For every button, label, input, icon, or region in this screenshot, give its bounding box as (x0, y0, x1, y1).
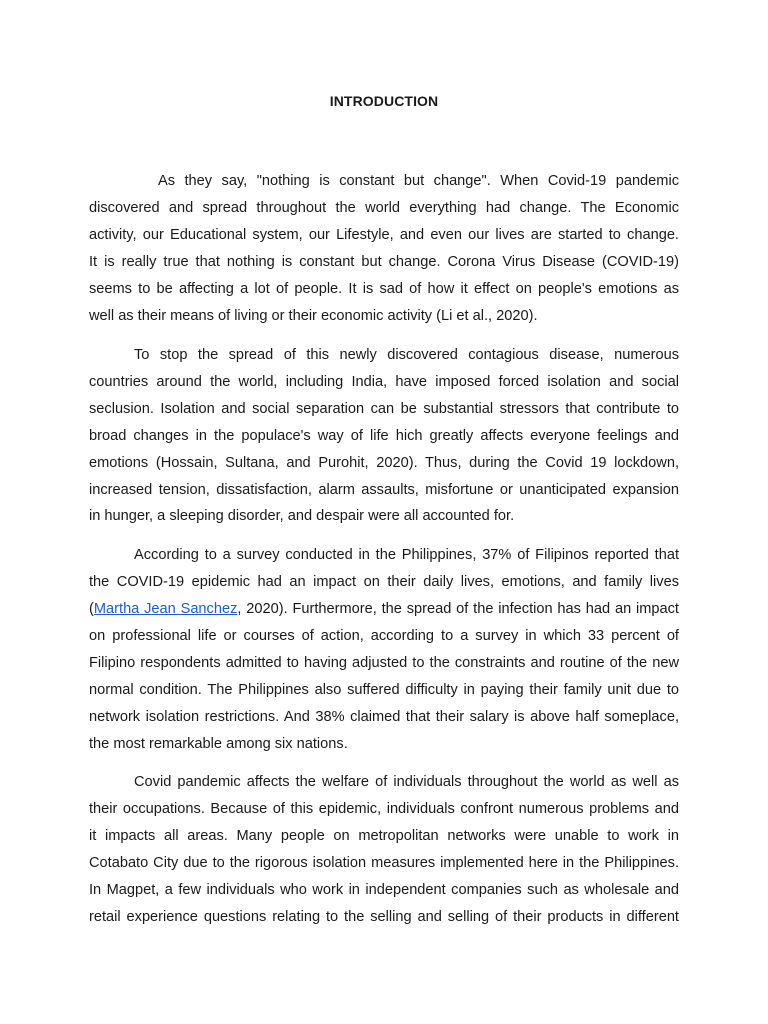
paragraph-line: discovered and spread throughout the world everything had change. The Economic (89, 200, 679, 216)
citation-line (89, 599, 679, 619)
paragraph-line: According to a survey conducted in the Philippines, 37% of Filipinos reported that (134, 547, 679, 563)
paragraph-line: retail experience questions relating to the selling and selling of their products in different (89, 909, 679, 925)
paragraph-line: In Magpet, a few individuals who work in independent companies such as wholesale and (89, 882, 679, 898)
paragraph-line: Cotabato City due to the rigorous isolation measures implemented here in the Philippines. (89, 855, 679, 871)
paragraph-line: seems to be affecting a lot of people. It is sad of how it effect on people's emotions as (89, 281, 679, 297)
paragraph-line: As they say, "nothing is constant but change". When Covid-19 pandemic (158, 173, 679, 189)
paragraph-line: normal condition. The Philippines also suffered difficulty in paying their family unit due to (89, 682, 679, 698)
paragraph-line: the COVID-19 epidemic had an impact on their daily lives, emotions, and family lives (89, 574, 679, 590)
document-title: INTRODUCTION (329, 93, 439, 109)
paragraph-line: in hunger, a sleeping disorder, and despair were all accounted for. (89, 508, 515, 524)
paragraph-line: It is really true that nothing is constant but change. Corona Virus Disease (COVID-19) (89, 254, 679, 270)
paragraph-line: Covid pandemic affects the welfare of individuals throughout the world as well as (134, 774, 679, 790)
paragraph-line: increased tension, dissatisfaction, alarm assaults, misfortune or unanticipated expansion (89, 482, 679, 498)
paragraph-line: countries around the world, including India, have imposed forced isolation and social (89, 374, 679, 390)
paragraph-line: network isolation restrictions. And 38% claimed that their salary is above half someplace, (89, 709, 679, 725)
citation-link[interactable]: Martha Jean Sanchez (93, 601, 238, 617)
paragraph-line: activity, our Educational system, our Lifestyle, and even our lives are started to change. (89, 227, 679, 243)
paragraph-line: well as their means of living or their economic activity (Li et al., 2020). (89, 308, 538, 324)
paragraph-line: broad changes in the populace's way of life hich greatly affects everyone feelings and (89, 428, 679, 444)
paragraph-line: on professional life or courses of action, according to a survey in which 33 percent of (89, 628, 679, 644)
paragraph-line: the most remarkable among six nations. (89, 736, 348, 752)
paragraph-line: To stop the spread of this newly discovered contagious disease, numerous (134, 347, 679, 363)
citation-rest: , 2020). Furthermore, the spread of the infection has had an impact (237, 601, 679, 617)
paragraph-line: emotions (Hossain, Sultana, and Purohit, 2020). Thus, during the Covid 19 lockdown, (89, 455, 679, 471)
paragraph-line: seclusion. Isolation and social separation can be substantial stressors that contribute to (89, 401, 679, 417)
paragraph-line: Filipino respondents admitted to having adjusted to the constraints and routine of the new (89, 655, 679, 671)
citation-open: ( (89, 601, 94, 617)
paragraph-line: it impacts all areas. Many people on metropolitan networks were unable to work in (89, 828, 679, 844)
paragraph-line: their occupations. Because of this epidemic, individuals confront numerous problems and (89, 801, 679, 817)
